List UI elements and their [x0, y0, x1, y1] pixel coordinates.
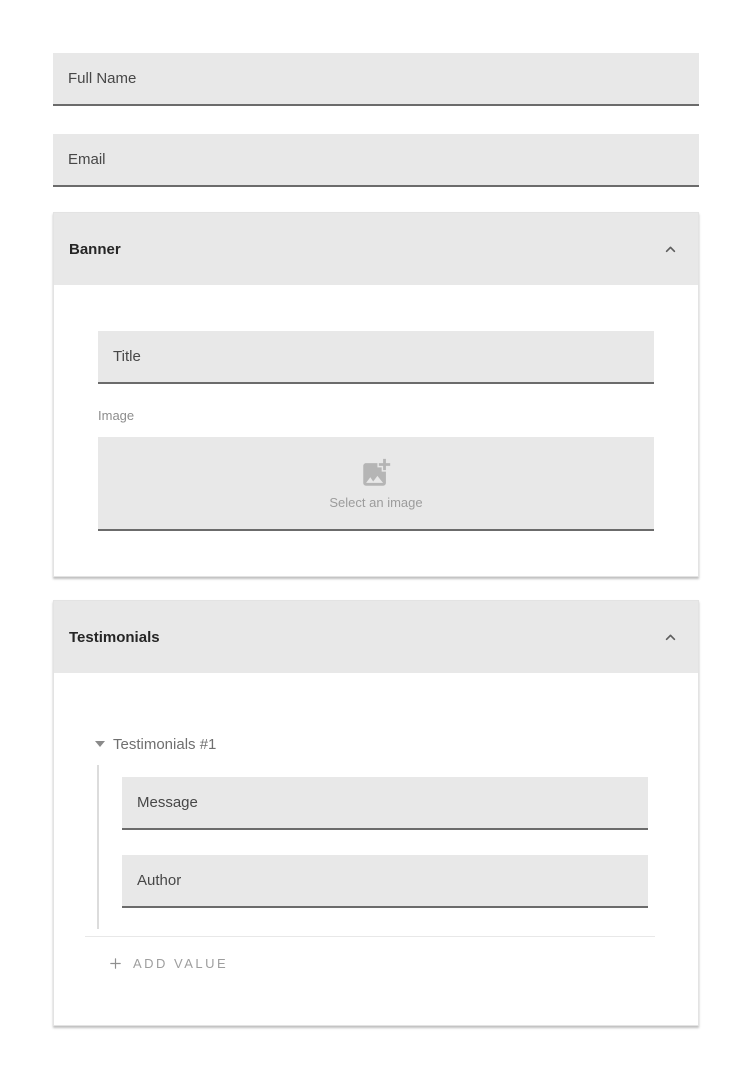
chevron-up-icon[interactable] [662, 241, 679, 258]
add-value-label: ADD VALUE [133, 955, 229, 971]
add-value-button[interactable] [95, 953, 228, 973]
title-input[interactable] [98, 331, 654, 384]
add-photo-icon [359, 456, 393, 490]
banner-section-title: Banner [69, 240, 121, 258]
testimonial-item-header[interactable] [95, 735, 654, 753]
message-input[interactable] [122, 777, 648, 830]
author-input[interactable] [122, 855, 648, 908]
triangle-down-icon [95, 741, 105, 747]
image-widget-label: Image [98, 408, 135, 423]
testimonials-section-header[interactable] [54, 601, 698, 673]
plus-icon [108, 956, 123, 971]
banner-section-header[interactable] [54, 213, 698, 285]
full-name-input[interactable] [53, 53, 699, 106]
email-input[interactable] [53, 134, 699, 187]
testimonial-item-fields [97, 765, 654, 929]
entry-form [53, 0, 699, 1085]
list-divider [85, 936, 655, 937]
testimonials-section-body [54, 673, 698, 1025]
banner-section [53, 212, 699, 577]
image-dropzone[interactable] [98, 437, 654, 531]
testimonial-item-label: Testimonials #1 [113, 735, 217, 753]
chevron-up-icon[interactable] [662, 629, 679, 646]
dropzone-cta: Select an image [329, 495, 423, 510]
testimonials-section-title: Testimonials [69, 628, 160, 646]
testimonials-section [53, 600, 699, 1026]
banner-section-body [54, 285, 698, 576]
